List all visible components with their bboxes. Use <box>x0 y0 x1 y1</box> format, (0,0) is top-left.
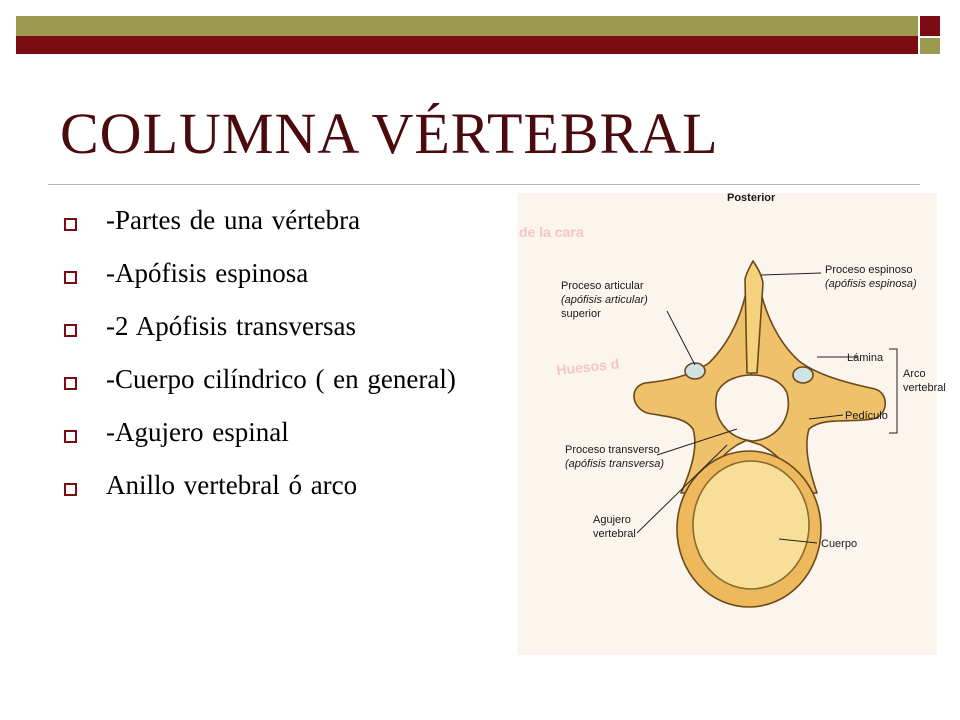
bullet-text: -Agujero espinal <box>106 417 289 447</box>
label-lamina: Lámina <box>847 352 884 364</box>
label-proceso-articular-1: Proceso articular <box>561 280 644 292</box>
label-proceso-espinoso-1: Proceso espinoso <box>825 264 913 276</box>
label-pediculo: Pedículo <box>845 410 888 422</box>
top-decor-bar-maroon <box>16 36 918 54</box>
square-bullet-icon <box>64 324 77 337</box>
vertebra-bone <box>634 261 885 607</box>
bullet-text: -2 Apófisis transversas <box>106 311 356 341</box>
bullet-text: -Cuerpo cilíndrico ( en general) <box>106 364 456 394</box>
title-divider <box>48 184 920 185</box>
vertebra-diagram <box>517 192 946 655</box>
bleed-text-1: de la cara <box>519 224 584 240</box>
bullet-item <box>62 363 462 395</box>
bullet-text: -Apófisis espinosa <box>106 258 309 288</box>
label-proceso-articular-2: (apófisis articular) <box>561 294 648 306</box>
bullet-item <box>62 204 462 236</box>
square-bullet-icon <box>64 483 77 496</box>
label-proceso-espinoso-2: (apófisis espinosa) <box>825 278 917 290</box>
slide-title: COLUMNA VÉRTEBRAL <box>60 101 719 166</box>
bullet-item <box>62 416 462 448</box>
label-agujero-1: Agujero <box>593 514 631 526</box>
square-bullet-icon <box>64 430 77 443</box>
bullet-text: -Partes de una vértebra <box>106 205 361 235</box>
bullet-item <box>62 469 462 501</box>
label-agujero-2: vertebral <box>593 528 636 540</box>
bleed-text-2: Huesos d <box>555 355 620 378</box>
bullet-list <box>62 204 462 522</box>
square-bullet-icon <box>64 218 77 231</box>
bullet-item <box>62 257 462 289</box>
top-decor-bar-olive <box>16 16 918 36</box>
square-bullet-icon <box>64 271 77 284</box>
top-decor-square-olive <box>920 38 940 54</box>
label-arco-2: vertebral <box>903 382 946 394</box>
label-proceso-transverso-1: Proceso transverso <box>565 444 660 456</box>
label-cuerpo: Cuerpo <box>821 538 858 550</box>
label-proceso-articular-3: superior <box>561 308 601 320</box>
bullet-item <box>62 310 462 342</box>
posterior-label: Posterior <box>727 192 776 204</box>
square-bullet-icon <box>64 377 77 390</box>
bullet-text: Anillo vertebral ó arco <box>106 470 358 500</box>
top-decor-square-maroon <box>920 16 940 36</box>
vertebra-figure <box>517 192 946 655</box>
label-proceso-transverso-2: (apófisis transversa) <box>565 458 665 470</box>
label-arco-1: Arco <box>903 368 926 380</box>
